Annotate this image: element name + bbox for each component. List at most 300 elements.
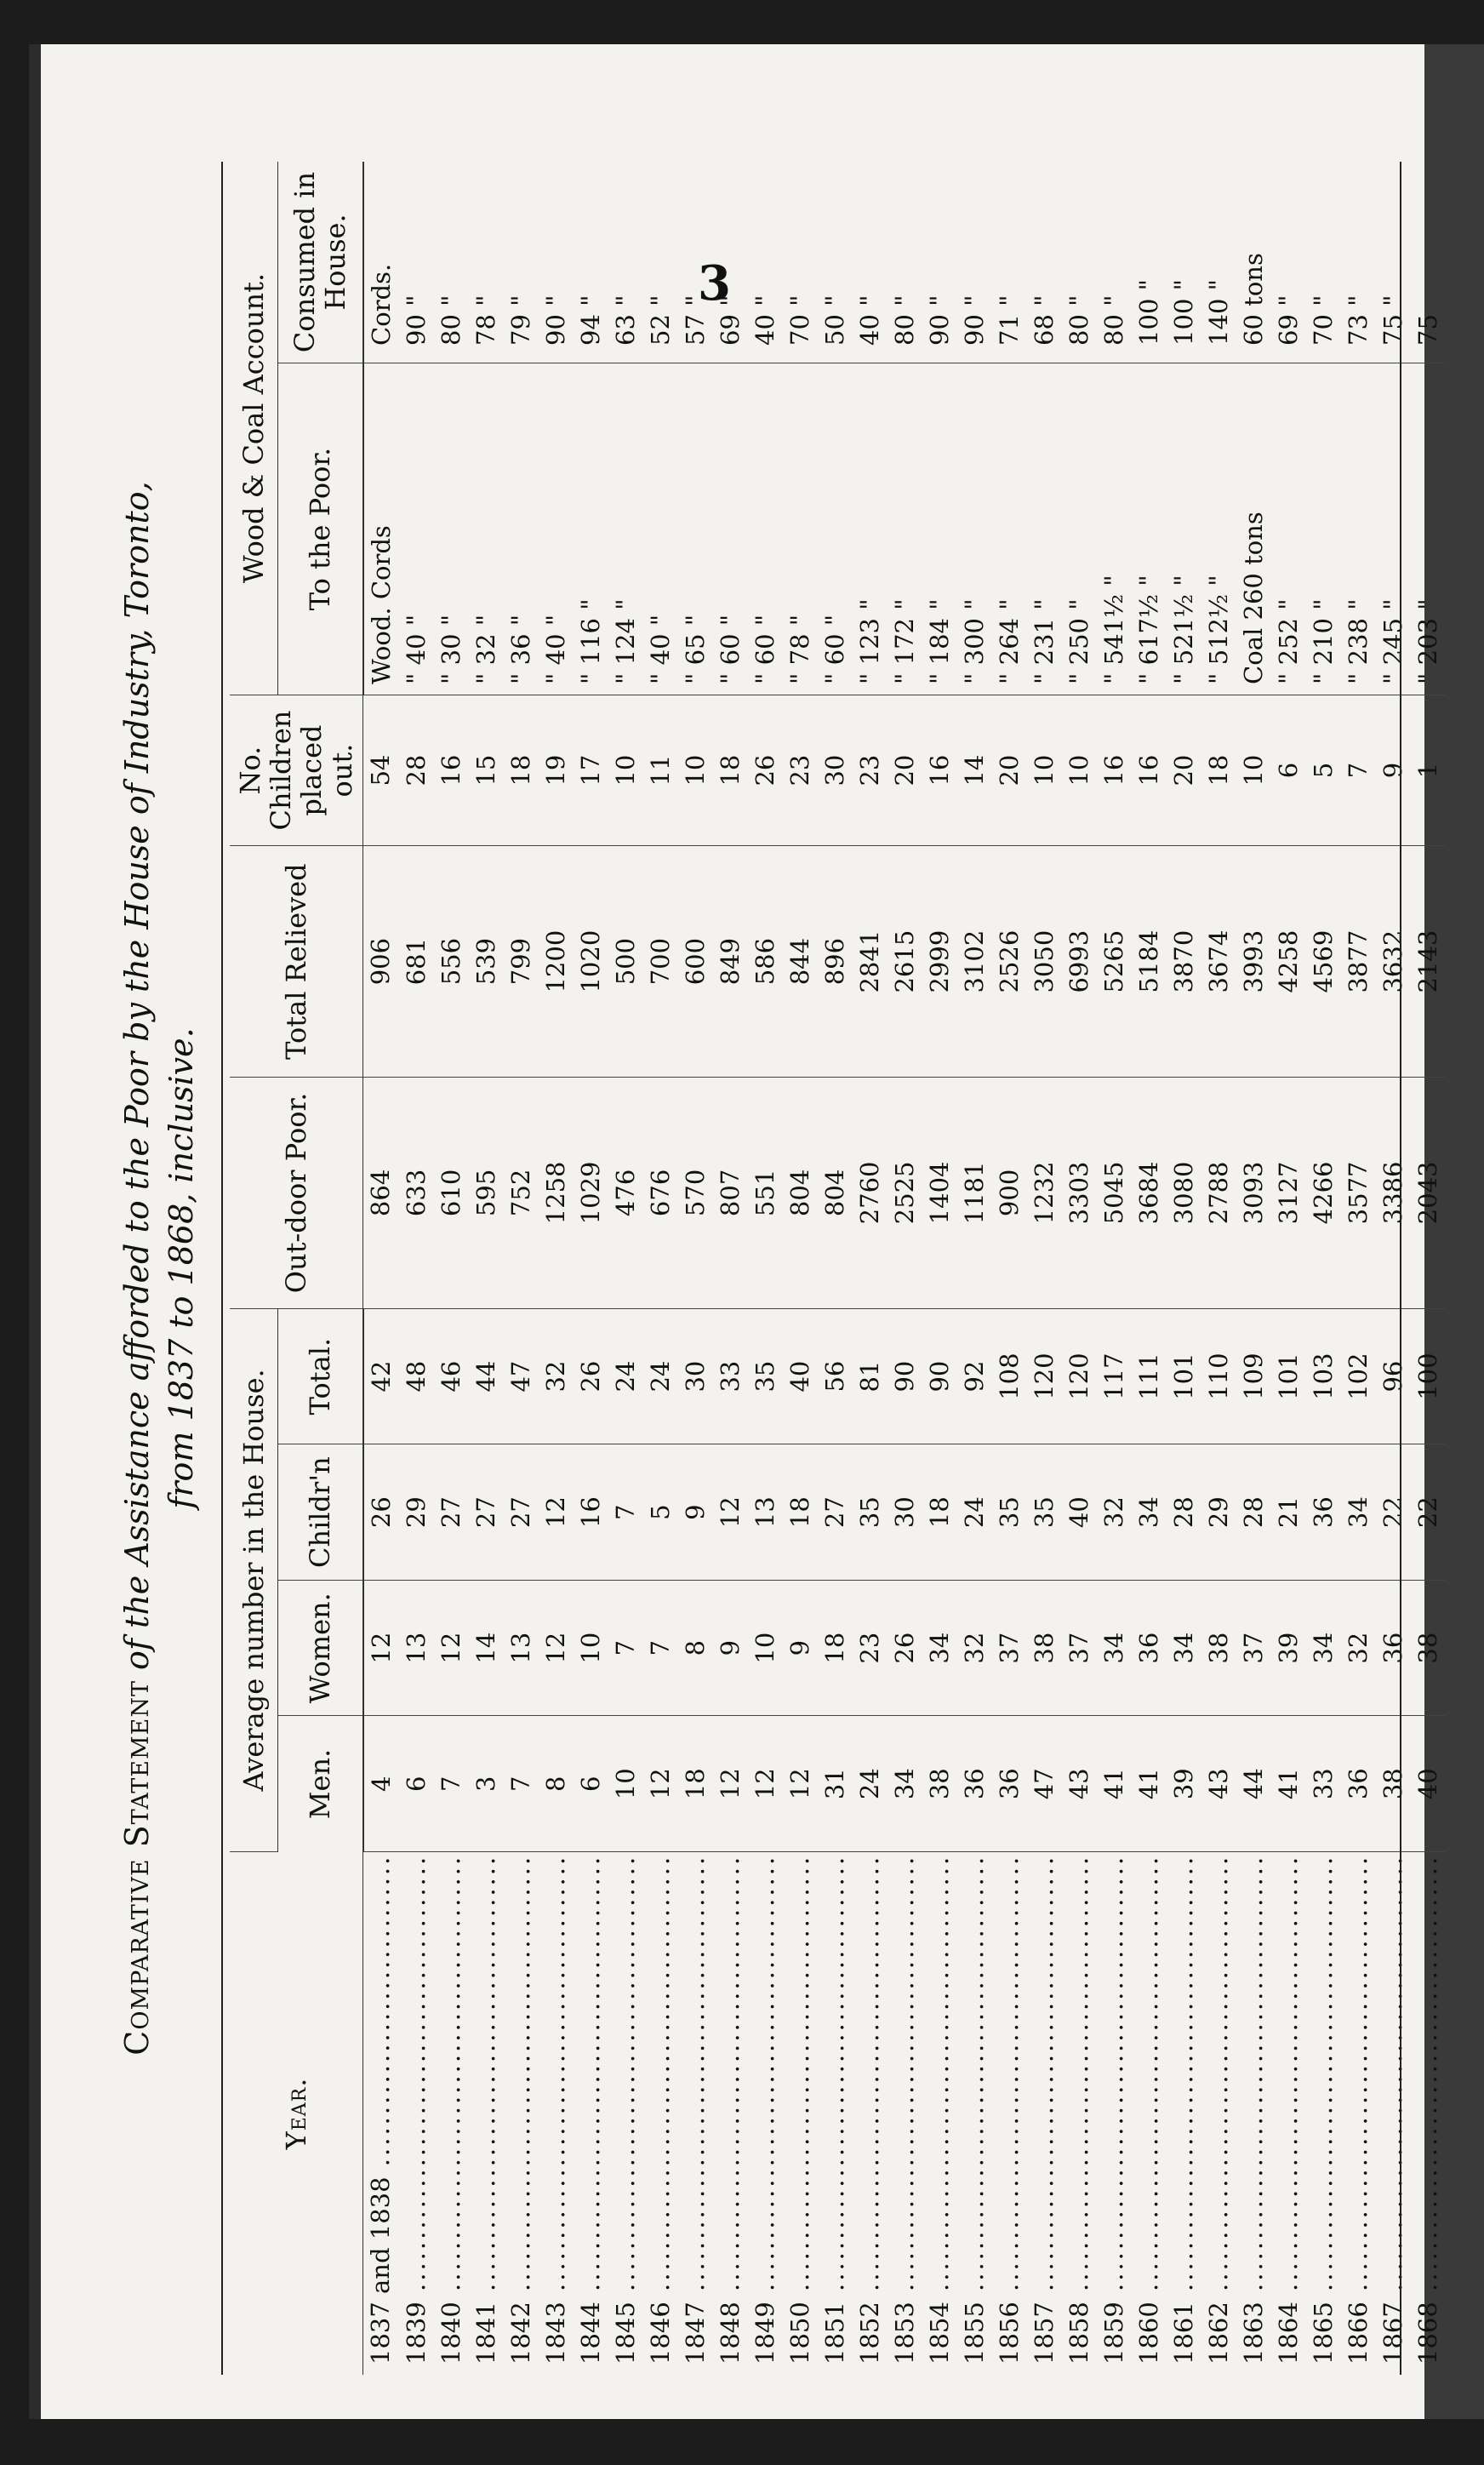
outdoor-poor-cell: 1029 xyxy=(574,1078,608,1309)
to-poor-cell: " 36 " xyxy=(504,363,539,695)
total-cell: 56 xyxy=(818,1308,853,1444)
table-row xyxy=(1132,162,1167,2375)
consumed-cell: 40 " xyxy=(853,162,888,363)
total-relieved-cell: 906 xyxy=(363,846,399,1078)
women-cell: 8 xyxy=(678,1580,713,1716)
women-cell: 18 xyxy=(818,1580,853,1716)
table-row xyxy=(922,162,957,2375)
women-cell: 34 xyxy=(1097,1580,1132,1716)
consumed-cell: 100 " xyxy=(1132,162,1167,363)
table-row xyxy=(363,162,399,2375)
page-number: 3 xyxy=(698,255,731,312)
children-cell: 18 xyxy=(922,1444,957,1581)
children-cell: 18 xyxy=(783,1444,818,1581)
women-cell: 32 xyxy=(957,1580,992,1716)
women-cell: 38 xyxy=(1201,1580,1236,1716)
consumed-cell: 69 " xyxy=(713,162,748,363)
total-relieved-cell: 896 xyxy=(818,846,853,1078)
total-relieved-cell: 3877 xyxy=(1341,846,1376,1078)
women-cell: 36 xyxy=(1376,1580,1411,1716)
children-cell: 34 xyxy=(1132,1444,1167,1581)
outdoor-poor-cell: 610 xyxy=(434,1078,469,1309)
to-poor-cell: " 541½ " xyxy=(1097,363,1132,695)
children-cell: 21 xyxy=(1271,1444,1306,1581)
men-cell: 43 xyxy=(1062,1716,1097,1852)
men-cell: 47 xyxy=(1027,1716,1062,1852)
year-cell: 1845 ..... xyxy=(608,1851,643,2375)
year-cell: 1846 ..... xyxy=(643,1851,678,2375)
women-cell: 34 xyxy=(922,1580,957,1716)
children-cell: 22 xyxy=(1376,1444,1411,1581)
children-placed-cell: 28 xyxy=(399,695,434,845)
statement-title xyxy=(115,162,203,2375)
consumed-cell: 68 " xyxy=(1027,162,1062,363)
year-cell: 1862 ..... xyxy=(1201,1851,1236,2375)
women-cell: 14 xyxy=(469,1580,504,1716)
children-cell: 32 xyxy=(1097,1444,1132,1581)
men-cell: 43 xyxy=(1201,1716,1236,1852)
table-row xyxy=(469,162,504,2375)
children-placed-cell: 18 xyxy=(713,695,748,845)
women-cell: 26 xyxy=(888,1580,922,1716)
total-cell: 103 xyxy=(1306,1308,1341,1444)
children-cell: 36 xyxy=(1306,1444,1341,1581)
women-cell: 13 xyxy=(399,1580,434,1716)
to-poor-cell: " 210 " xyxy=(1306,363,1341,695)
year-cell: 1852 ..... xyxy=(853,1851,888,2375)
children-placed-cell: 15 xyxy=(469,695,504,845)
total-relieved-cell: 3632 xyxy=(1376,846,1411,1078)
total-cell: 102 xyxy=(1341,1308,1376,1444)
year-cell: 1850 ..... xyxy=(783,1851,818,2375)
table-row xyxy=(713,162,748,2375)
men-cell: 8 xyxy=(539,1716,574,1852)
year-cell: 1854 ..... xyxy=(922,1851,957,2375)
total-cell: 110 xyxy=(1201,1308,1236,1444)
outdoor-poor-cell: 3093 xyxy=(1236,1078,1271,1309)
total-cell: 120 xyxy=(1062,1308,1097,1444)
table-row xyxy=(1376,162,1411,2375)
header-to-the-poor: To the Poor. xyxy=(278,363,363,695)
total-relieved-cell: 3993 xyxy=(1236,846,1271,1078)
year-cell: 1841 ..... xyxy=(469,1851,504,2375)
total-relieved-cell: 5265 xyxy=(1097,846,1132,1078)
children-placed-cell: 19 xyxy=(539,695,574,845)
year-cell: 1859 ..... xyxy=(1097,1851,1132,2375)
outdoor-poor-cell: 1258 xyxy=(539,1078,574,1309)
men-cell: 7 xyxy=(434,1716,469,1852)
children-placed-cell: 10 xyxy=(608,695,643,845)
children-placed-cell: 20 xyxy=(888,695,922,845)
men-cell: 39 xyxy=(1167,1716,1201,1852)
men-cell: 36 xyxy=(1341,1716,1376,1852)
table-row xyxy=(1411,162,1446,2375)
to-poor-cell: " 116 " xyxy=(574,363,608,695)
table-row xyxy=(574,162,608,2375)
total-relieved-cell: 844 xyxy=(783,846,818,1078)
women-cell: 32 xyxy=(1341,1580,1376,1716)
total-cell: 109 xyxy=(1236,1308,1271,1444)
total-relieved-cell: 539 xyxy=(469,846,504,1078)
men-cell: 33 xyxy=(1306,1716,1341,1852)
total-cell: 101 xyxy=(1271,1308,1306,1444)
outdoor-poor-cell: 3303 xyxy=(1062,1078,1097,1309)
men-cell: 24 xyxy=(853,1716,888,1852)
children-placed-cell: 11 xyxy=(643,695,678,845)
children-cell: 27 xyxy=(504,1444,539,1581)
total-relieved-cell: 1200 xyxy=(539,846,574,1078)
outdoor-poor-cell: 476 xyxy=(608,1078,643,1309)
to-poor-cell: Coal 260 tons xyxy=(1236,363,1271,695)
men-cell: 41 xyxy=(1097,1716,1132,1852)
title-rest: of the Assistance afforded to the Poor by the House of Industry, Toronto, xyxy=(118,481,156,1681)
consumed-cell: 100 " xyxy=(1167,162,1201,363)
consumed-cell: 140 " xyxy=(1201,162,1236,363)
header-children: Childr'n xyxy=(278,1444,363,1581)
table-row xyxy=(1306,162,1341,2375)
to-poor-cell: " 78 " xyxy=(783,363,818,695)
children-cell: 13 xyxy=(748,1444,783,1581)
table-row xyxy=(434,162,469,2375)
table-row xyxy=(1201,162,1236,2375)
total-cell: 44 xyxy=(469,1308,504,1444)
total-cell: 108 xyxy=(992,1308,1027,1444)
outdoor-poor-cell: 3080 xyxy=(1167,1078,1201,1309)
to-poor-cell: " 60 " xyxy=(818,363,853,695)
children-placed-cell: 5 xyxy=(1306,695,1341,845)
year-cell: 1844 ..... xyxy=(574,1851,608,2375)
children-placed-cell: 7 xyxy=(1341,695,1376,845)
table-row xyxy=(399,162,434,2375)
to-poor-cell: " 300 " xyxy=(957,363,992,695)
children-placed-cell: 16 xyxy=(1097,695,1132,845)
total-relieved-cell: 6993 xyxy=(1062,846,1097,1078)
year-cell: 1856 ..... xyxy=(992,1851,1027,2375)
statement-table xyxy=(230,162,1446,2375)
children-placed-cell: 30 xyxy=(818,695,853,845)
total-relieved-cell: 500 xyxy=(608,846,643,1078)
total-relieved-cell: 3050 xyxy=(1027,846,1062,1078)
children-placed-cell: 16 xyxy=(922,695,957,845)
consumed-cell: 57 " xyxy=(678,162,713,363)
children-cell: 5 xyxy=(643,1444,678,1581)
total-cell: 48 xyxy=(399,1308,434,1444)
outdoor-poor-cell: 3386 xyxy=(1376,1078,1411,1309)
women-cell: 9 xyxy=(713,1580,748,1716)
to-poor-cell: " 203 " xyxy=(1411,363,1446,695)
header-outdoor-poor: Out-door Poor. xyxy=(230,1078,363,1309)
women-cell: 9 xyxy=(783,1580,818,1716)
table-row xyxy=(643,162,678,2375)
children-placed-cell: 20 xyxy=(1167,695,1201,845)
men-cell: 12 xyxy=(748,1716,783,1852)
men-cell: 38 xyxy=(922,1716,957,1852)
children-placed-cell: 16 xyxy=(434,695,469,845)
total-relieved-cell: 2143 xyxy=(1411,846,1446,1078)
table-row xyxy=(1062,162,1097,2375)
total-cell: 33 xyxy=(713,1308,748,1444)
top-rule xyxy=(221,162,223,2375)
title-caps: Comparative Statement xyxy=(118,1680,156,2056)
women-cell: 34 xyxy=(1167,1580,1201,1716)
children-cell: 28 xyxy=(1236,1444,1271,1581)
table-row xyxy=(1341,162,1376,2375)
header-wood-coal-group: Wood & Coal Account. xyxy=(230,162,278,695)
rotated-statement xyxy=(115,162,1442,2375)
table-row xyxy=(1167,162,1201,2375)
year-cell: 1867 ..... xyxy=(1376,1851,1411,2375)
table-row xyxy=(957,162,992,2375)
women-cell: 12 xyxy=(363,1580,399,1716)
to-poor-cell: " 124 " xyxy=(608,363,643,695)
total-cell: 47 xyxy=(504,1308,539,1444)
children-placed-cell: 10 xyxy=(678,695,713,845)
table-row xyxy=(1271,162,1306,2375)
total-cell: 30 xyxy=(678,1308,713,1444)
children-cell: 30 xyxy=(888,1444,922,1581)
outdoor-poor-cell: 676 xyxy=(643,1078,678,1309)
men-cell: 3 xyxy=(469,1716,504,1852)
consumed-cell: 94 " xyxy=(574,162,608,363)
children-cell: 22 xyxy=(1411,1444,1446,1581)
women-cell: 23 xyxy=(853,1580,888,1716)
women-cell: 12 xyxy=(434,1580,469,1716)
total-cell: 40 xyxy=(783,1308,818,1444)
to-poor-cell: " 521½ " xyxy=(1167,363,1201,695)
children-placed-cell: 10 xyxy=(1027,695,1062,845)
women-cell: 7 xyxy=(608,1580,643,1716)
total-relieved-cell: 799 xyxy=(504,846,539,1078)
consumed-cell: 90 " xyxy=(957,162,992,363)
outdoor-poor-cell: 900 xyxy=(992,1078,1027,1309)
outdoor-poor-cell: 3127 xyxy=(1271,1078,1306,1309)
children-cell: 29 xyxy=(399,1444,434,1581)
children-placed-cell: 20 xyxy=(992,695,1027,845)
men-cell: 44 xyxy=(1236,1716,1271,1852)
year-cell: 1847 ..... xyxy=(678,1851,713,2375)
total-cell: 81 xyxy=(853,1308,888,1444)
outdoor-poor-cell: 4266 xyxy=(1306,1078,1341,1309)
men-cell: 4 xyxy=(363,1716,399,1852)
children-placed-cell: 14 xyxy=(957,695,992,845)
children-cell: 16 xyxy=(574,1444,608,1581)
men-cell: 41 xyxy=(1132,1716,1167,1852)
header-average-group: Average number in the House. xyxy=(230,1308,278,1851)
men-cell: 36 xyxy=(992,1716,1027,1852)
total-cell: 117 xyxy=(1097,1308,1132,1444)
header-total: Total. xyxy=(278,1308,363,1444)
total-relieved-cell: 600 xyxy=(678,846,713,1078)
total-relieved-cell: 2526 xyxy=(992,846,1027,1078)
children-cell: 12 xyxy=(539,1444,574,1581)
to-poor-cell: " 617½ " xyxy=(1132,363,1167,695)
year-cell: 1857 ..... xyxy=(1027,1851,1062,2375)
men-cell: 6 xyxy=(399,1716,434,1852)
children-cell: 7 xyxy=(608,1444,643,1581)
children-cell: 26 xyxy=(363,1444,399,1581)
to-poor-cell: " 264 " xyxy=(992,363,1027,695)
men-cell: 6 xyxy=(574,1716,608,1852)
consumed-cell: 80 " xyxy=(1062,162,1097,363)
outdoor-poor-cell: 1181 xyxy=(957,1078,992,1309)
children-cell: 27 xyxy=(818,1444,853,1581)
children-placed-cell: 26 xyxy=(748,695,783,845)
children-placed-cell: 18 xyxy=(504,695,539,845)
consumed-cell: 70 " xyxy=(1306,162,1341,363)
year-cell: 1843 ..... xyxy=(539,1851,574,2375)
consumed-cell: 73 " xyxy=(1341,162,1376,363)
total-cell: 120 xyxy=(1027,1308,1062,1444)
table-row xyxy=(992,162,1027,2375)
women-cell: 7 xyxy=(643,1580,678,1716)
women-cell: 37 xyxy=(1236,1580,1271,1716)
children-cell: 29 xyxy=(1201,1444,1236,1581)
outdoor-poor-cell: 3577 xyxy=(1341,1078,1376,1309)
children-placed-cell: 23 xyxy=(853,695,888,845)
children-placed-cell: 1 xyxy=(1411,695,1446,845)
children-placed-cell: 54 xyxy=(363,695,399,845)
total-relieved-cell: 3674 xyxy=(1201,846,1236,1078)
total-cell: 24 xyxy=(643,1308,678,1444)
total-cell: 35 xyxy=(748,1308,783,1444)
to-poor-cell: " 60 " xyxy=(748,363,783,695)
women-cell: 39 xyxy=(1271,1580,1306,1716)
outdoor-poor-cell: 3684 xyxy=(1132,1078,1167,1309)
outdoor-poor-cell: 1232 xyxy=(1027,1078,1062,1309)
year-cell: 1849 ..... xyxy=(748,1851,783,2375)
outdoor-poor-cell: 804 xyxy=(783,1078,818,1309)
women-cell: 34 xyxy=(1306,1580,1341,1716)
table-row xyxy=(888,162,922,2375)
total-cell: 46 xyxy=(434,1308,469,1444)
total-cell: 96 xyxy=(1376,1308,1411,1444)
to-poor-cell: " 32 " xyxy=(469,363,504,695)
consumed-cell: 75 " xyxy=(1376,162,1411,363)
outdoor-poor-cell: 864 xyxy=(363,1078,399,1309)
total-relieved-cell: 556 xyxy=(434,846,469,1078)
consumed-cell: 78 " xyxy=(469,162,504,363)
header-total-relieved: Total Relieved xyxy=(230,846,363,1078)
to-poor-cell: " 40 " xyxy=(539,363,574,695)
outdoor-poor-cell: 804 xyxy=(818,1078,853,1309)
to-poor-cell: " 238 " xyxy=(1341,363,1376,695)
women-cell: 38 xyxy=(1411,1580,1446,1716)
consumed-cell: Cords. xyxy=(363,162,399,363)
table-row xyxy=(678,162,713,2375)
year-cell: 1865 ..... xyxy=(1306,1851,1341,2375)
outdoor-poor-cell: 5045 xyxy=(1097,1078,1132,1309)
women-cell: 10 xyxy=(748,1580,783,1716)
to-poor-cell: " 252 " xyxy=(1271,363,1306,695)
year-cell: 1855 ..... xyxy=(957,1851,992,2375)
consumed-cell: 79 " xyxy=(504,162,539,363)
children-cell: 12 xyxy=(713,1444,748,1581)
children-placed-cell: 23 xyxy=(783,695,818,845)
header-women: Women. xyxy=(278,1580,363,1716)
total-relieved-cell: 700 xyxy=(643,846,678,1078)
header-consumed: Consumed in House. xyxy=(278,162,363,363)
to-poor-cell: " 512½ " xyxy=(1201,363,1236,695)
consumed-cell: 50 " xyxy=(818,162,853,363)
total-cell: 26 xyxy=(574,1308,608,1444)
consumed-cell: 80 " xyxy=(1097,162,1132,363)
table-row xyxy=(539,162,574,2375)
total-cell: 42 xyxy=(363,1308,399,1444)
women-cell: 37 xyxy=(992,1580,1027,1716)
consumed-cell: 69 " xyxy=(1271,162,1306,363)
total-relieved-cell: 2841 xyxy=(853,846,888,1078)
consumed-cell: 52 " xyxy=(643,162,678,363)
consumed-cell: 63 " xyxy=(608,162,643,363)
women-cell: 37 xyxy=(1062,1580,1097,1716)
total-relieved-cell: 849 xyxy=(713,846,748,1078)
header-men: Men. xyxy=(278,1716,363,1852)
men-cell: 7 xyxy=(504,1716,539,1852)
total-cell: 90 xyxy=(888,1308,922,1444)
table-row xyxy=(853,162,888,2375)
outdoor-poor-cell: 2525 xyxy=(888,1078,922,1309)
bottom-rule xyxy=(1400,162,1401,2375)
children-placed-cell: 9 xyxy=(1376,695,1411,845)
to-poor-cell: " 60 " xyxy=(713,363,748,695)
year-cell: 1851 ..... xyxy=(818,1851,853,2375)
men-cell: 12 xyxy=(643,1716,678,1852)
year-cell: 1868 ..... xyxy=(1411,1851,1446,2375)
men-cell: 10 xyxy=(608,1716,643,1852)
outdoor-poor-cell: 2043 xyxy=(1411,1078,1446,1309)
to-poor-cell: " 231 " xyxy=(1027,363,1062,695)
total-relieved-cell: 681 xyxy=(399,846,434,1078)
men-cell: 41 xyxy=(1271,1716,1306,1852)
men-cell: 18 xyxy=(678,1716,713,1852)
women-cell: 38 xyxy=(1027,1580,1062,1716)
men-cell: 12 xyxy=(713,1716,748,1852)
men-cell: 36 xyxy=(957,1716,992,1852)
consumed-cell: 90 " xyxy=(922,162,957,363)
children-placed-cell: 10 xyxy=(1236,695,1271,845)
year-cell: 1863 ..... xyxy=(1236,1851,1271,2375)
year-cell: 1866 ..... xyxy=(1341,1851,1376,2375)
total-cell: 24 xyxy=(608,1308,643,1444)
total-cell: 101 xyxy=(1167,1308,1201,1444)
to-poor-cell: Wood. Cords xyxy=(363,363,399,695)
statement-rows xyxy=(363,162,1446,2375)
consumed-cell: 90 " xyxy=(399,162,434,363)
header-children-placed: No. Children placed out. xyxy=(230,695,363,845)
women-cell: 36 xyxy=(1132,1580,1167,1716)
children-cell: 24 xyxy=(957,1444,992,1581)
year-cell: 1861 ..... xyxy=(1167,1851,1201,2375)
year-cell: 1842 ..... xyxy=(504,1851,539,2375)
consumed-cell: 80 " xyxy=(434,162,469,363)
men-cell: 31 xyxy=(818,1716,853,1852)
table-row xyxy=(1236,162,1271,2375)
total-relieved-cell: 586 xyxy=(748,846,783,1078)
consumed-cell: 90 " xyxy=(539,162,574,363)
table-row xyxy=(748,162,783,2375)
outdoor-poor-cell: 1404 xyxy=(922,1078,957,1309)
year-cell: 1858 ..... xyxy=(1062,1851,1097,2375)
total-relieved-cell: 3870 xyxy=(1167,846,1201,1078)
total-relieved-cell: 5184 xyxy=(1132,846,1167,1078)
women-cell: 12 xyxy=(539,1580,574,1716)
outdoor-poor-cell: 570 xyxy=(678,1078,713,1309)
women-cell: 13 xyxy=(504,1580,539,1716)
title-line-1 xyxy=(115,162,159,2375)
outdoor-poor-cell: 2788 xyxy=(1201,1078,1236,1309)
children-cell: 27 xyxy=(469,1444,504,1581)
table-row xyxy=(783,162,818,2375)
